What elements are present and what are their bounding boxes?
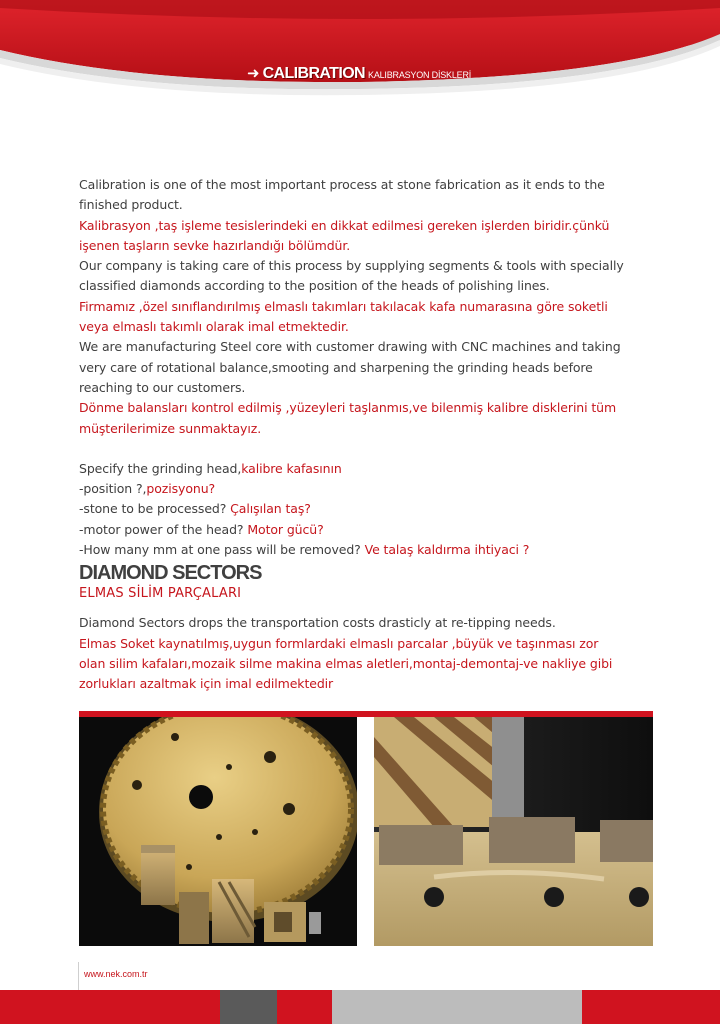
english-text-line: reaching to our customers. [79, 379, 246, 395]
footer-website-link[interactable]: www.nek.com.tr [84, 969, 148, 979]
footer-bar-3 [277, 990, 332, 1024]
question-line [79, 459, 649, 479]
footer-bar-5 [582, 990, 720, 1024]
english-text-line: very care of rotational balance,smooting and sharpening the grinding heads before [79, 359, 593, 375]
question-turkish: Ve talaş kaldırma ihtiyaci ? [364, 542, 530, 558]
question-turkish: kalibre kafasının [241, 460, 342, 476]
turkish-text-line: veya elmaslı takımlı olarak imal etmektedir. [79, 319, 349, 335]
turkish-text-line: Elmas Soket kaynatılmış,uygun formlardaki elmaslı parcalar ,büyük ve taşınması zor [79, 635, 599, 651]
english-text-line: We are manufacturing Steel core with customer drawing with CNC machines and taking [79, 339, 621, 355]
turkish-text-line: olan silim kafaları,mozaik silme makina elmas aletleri,montaj-demontaj-ve nakliye gibi [79, 655, 613, 671]
question-line [79, 540, 649, 560]
question-turkish: Motor gücü? [247, 521, 324, 537]
spacer [79, 439, 649, 459]
calibration-disc-image [79, 717, 357, 946]
question-line [79, 520, 649, 540]
english-text-line: Diamond Sectors drops the transportation costs drasticly at re-tipping needs. [79, 615, 556, 631]
turkish-text-line: işenen taşların sevke hazırlandığı bölümdür. [79, 237, 351, 253]
footer-bar-4 [332, 990, 582, 1024]
english-text-line: Our company is taking care of this process by supplying segments & tools with specially [79, 258, 624, 274]
question-line [79, 479, 649, 499]
diamond-sectors-paragraphs [79, 613, 649, 694]
page-header [0, 0, 720, 110]
question-line [79, 499, 649, 519]
header-subtitle: KALIBRASYON DİSKLERİ [368, 70, 472, 80]
question-english: -stone to be processed? [79, 501, 231, 517]
footer-bar-1 [0, 990, 220, 1024]
photo-diamond-sector [374, 717, 653, 946]
english-text-line: finished product. [79, 197, 183, 213]
header-title-text: CALIBRATION [262, 65, 366, 82]
question-turkish: pozisyonu? [146, 481, 216, 497]
calibration-paragraphs [79, 175, 649, 439]
turkish-text-line: Kalibrasyon ,taş işleme tesislerindeki en dikkat edilmesi gereken işlerden biridir.çünkü [79, 217, 610, 233]
diamond-sector-image [374, 717, 653, 946]
question-turkish: Çalışılan taş? [230, 501, 311, 517]
header-banner [0, 0, 720, 110]
english-text-line: classified diamonds according to the position of the heads of polishing lines. [79, 278, 550, 294]
turkish-text-line: Firmamız ,özel sınıflandırılmış elmaslı takımları takılacak kafa numarasına göre soketli [79, 298, 608, 314]
photo-calibration-disc [79, 717, 357, 946]
grinding-head-questions [79, 459, 649, 560]
section-title-diamond-sectors: DIAMOND SECTORS [79, 562, 262, 585]
arrow-right-icon: ➜ [247, 64, 260, 82]
turkish-text-line: Dönme balansları kontrol edilmiş ,yüzeyleri taşlanmıs,ve bilenmiş kalibre disklerini tüm [79, 400, 617, 416]
question-english: Specify the grinding head, [79, 460, 242, 476]
footer-divider [78, 962, 79, 990]
question-english: -How many mm at one pass will be removed? [79, 542, 365, 558]
turkish-text-line: zorlukları azaltmak için imal edilmektedir [79, 676, 334, 692]
question-english: -motor power of the head? [79, 521, 248, 537]
section-subtitle-diamond-sectors: ELMAS SİLİM PARÇALARI [79, 586, 242, 602]
footer-color-bars [0, 990, 720, 1024]
english-text-line: Calibration is one of the most important process at stone fabrication as it ends to the [79, 177, 605, 192]
footer-bar-2 [220, 990, 277, 1024]
main-content [79, 175, 649, 695]
question-english: -position ?, [79, 481, 147, 497]
header-title [247, 64, 471, 83]
turkish-text-line: müşterilerimize sunmaktayız. [79, 420, 262, 436]
